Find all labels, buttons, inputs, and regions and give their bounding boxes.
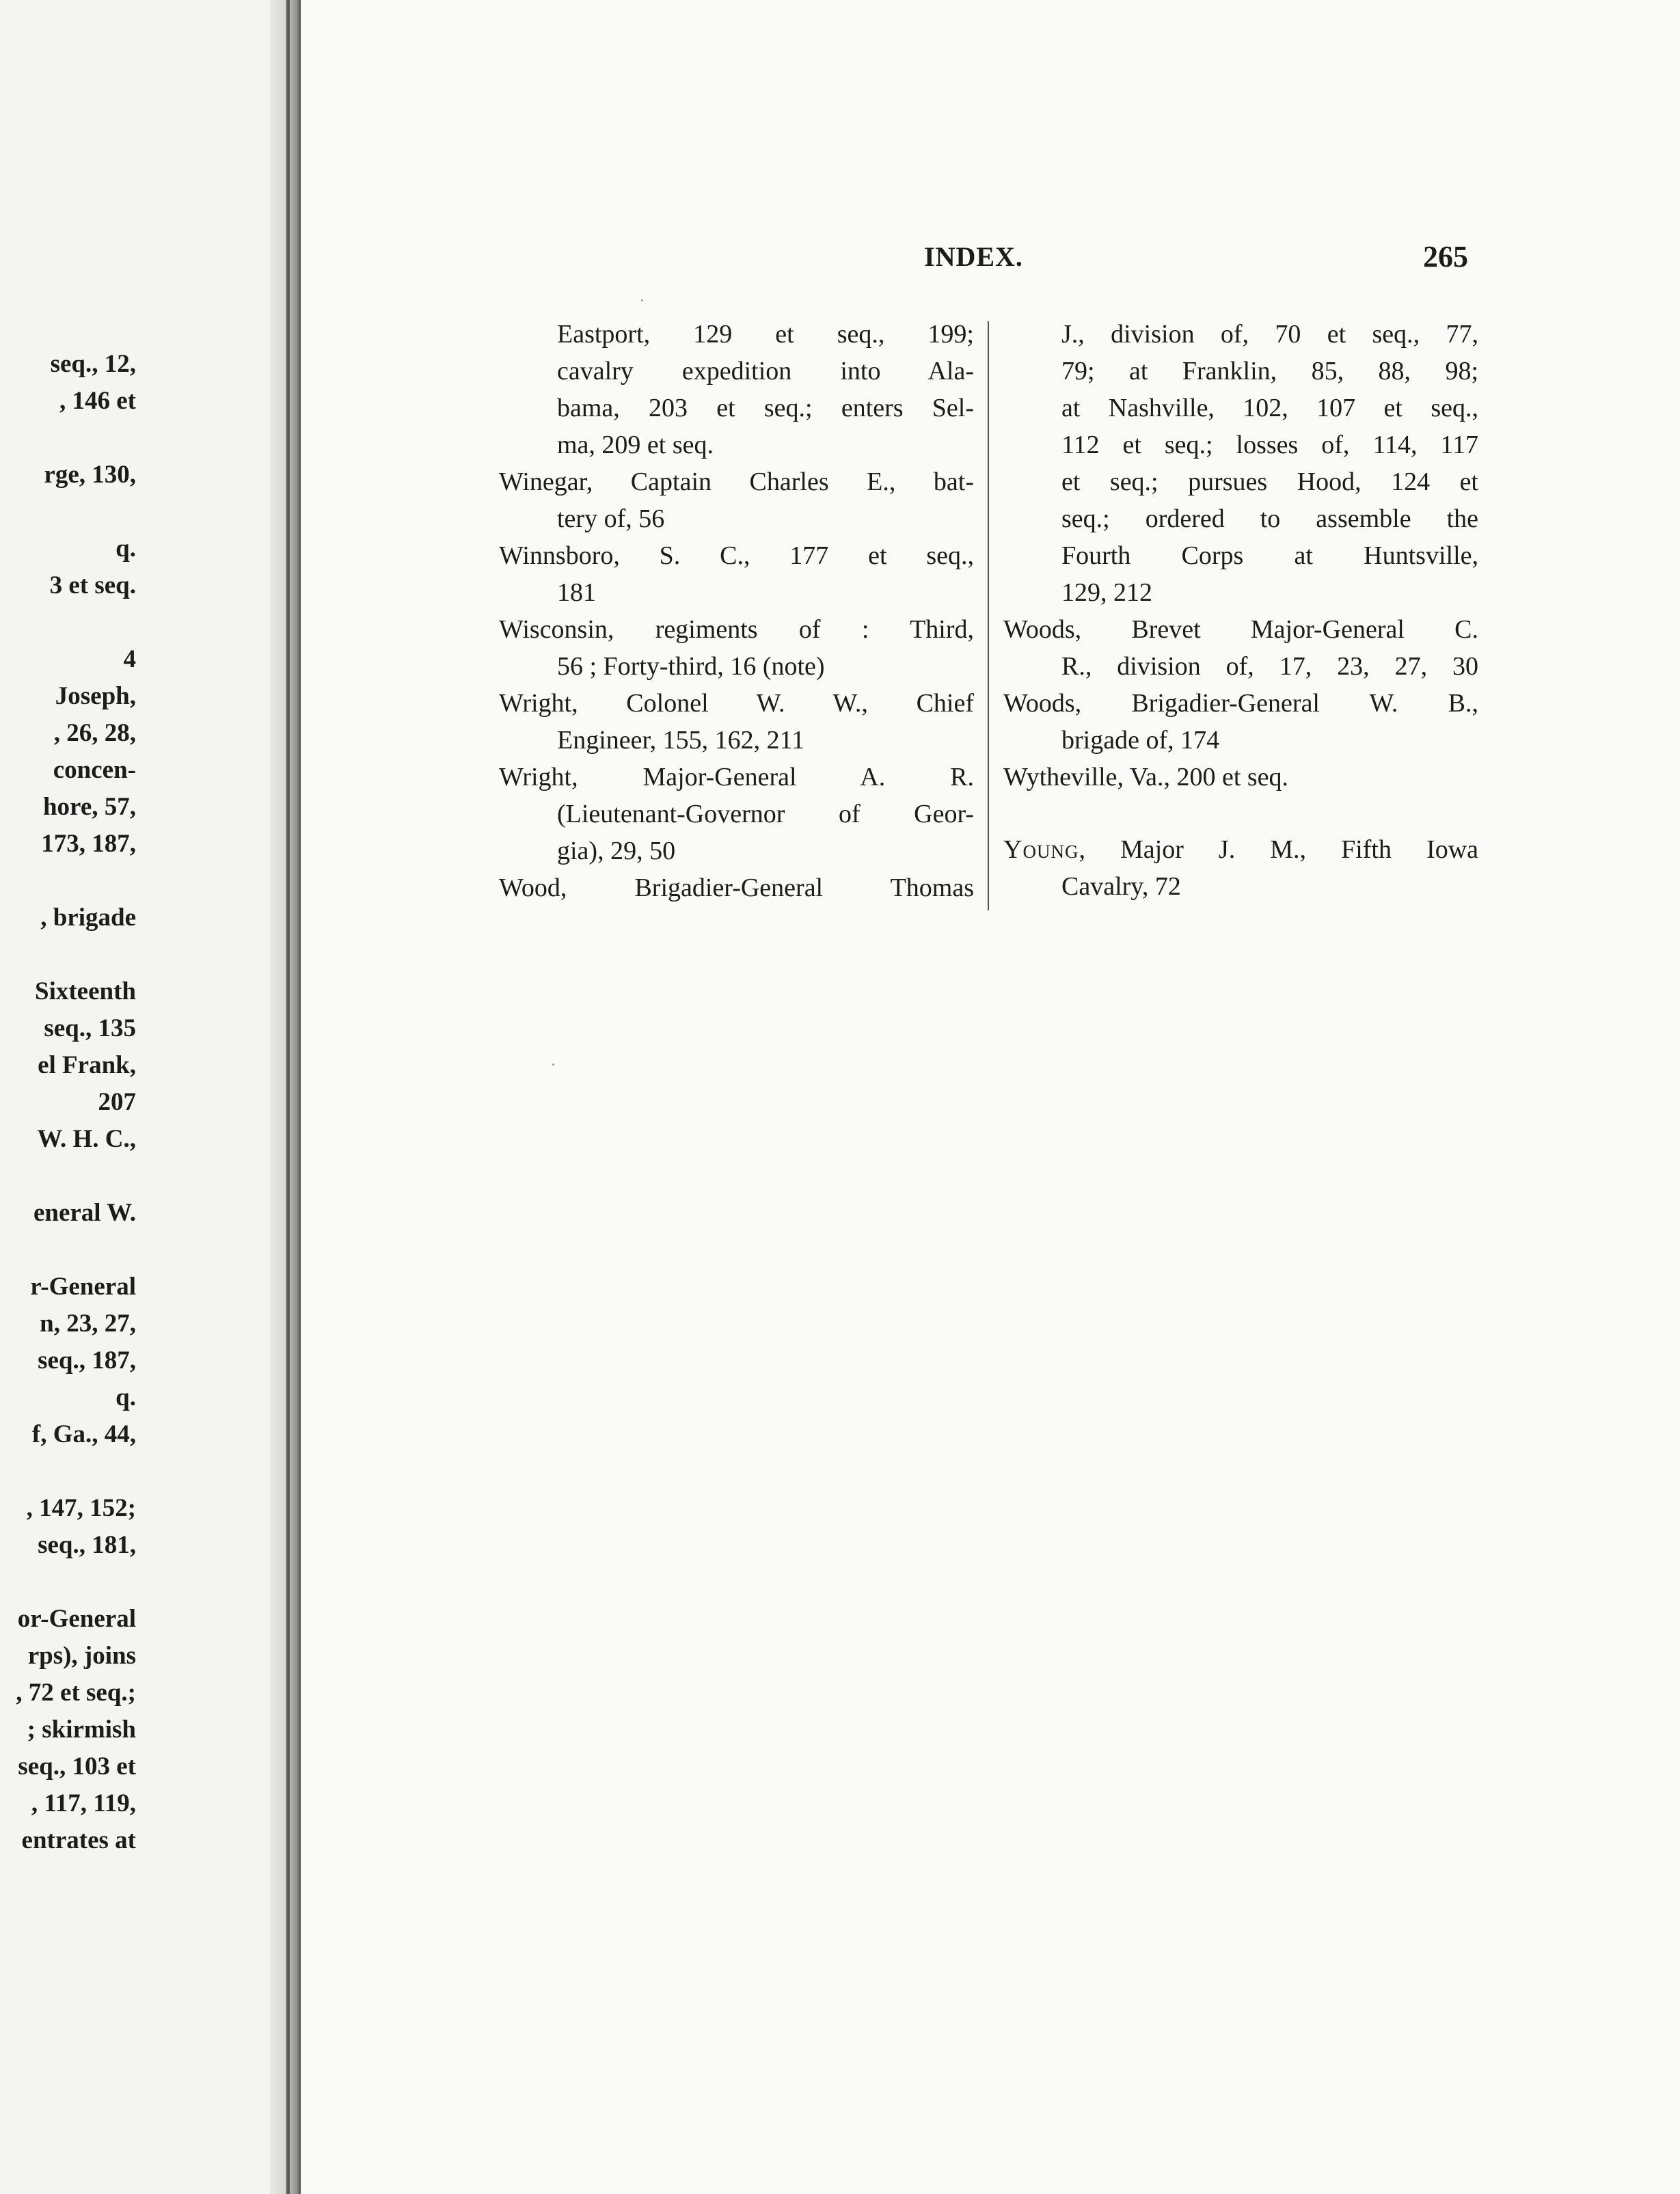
gutter-shadow bbox=[270, 0, 301, 2194]
left-page-fragment: 207 bbox=[98, 1088, 136, 1116]
index-line: Engineer, 155, 162, 211 bbox=[557, 726, 805, 755]
index-column-right bbox=[1003, 316, 1478, 905]
index-line: R., division of, 17, 23, 27, 30 bbox=[1061, 652, 1478, 681]
left-page-fragment: seq., 187, bbox=[38, 1346, 136, 1374]
left-page-fragment: 173, 187, bbox=[41, 830, 136, 858]
index-line: bama, 203 et seq.; enters Sel- bbox=[557, 394, 974, 422]
paper-speck bbox=[641, 299, 643, 301]
index-line: tery of, 56 bbox=[557, 504, 665, 533]
index-entry-woods-w-b: Woods, Brigadier-General W. B., bbox=[1003, 689, 1478, 718]
letter-section-gap bbox=[1003, 796, 1478, 831]
index-entry-young bbox=[1003, 831, 1478, 868]
index-line: 79; at Franklin, 85, 88, 98; bbox=[1061, 357, 1478, 385]
index-line: J., division of, 70 et seq., 77, bbox=[1061, 320, 1478, 349]
index-entry-winegar: Winegar, Captain Charles E., bat- bbox=[499, 468, 974, 496]
left-page-fragment: eneral W. bbox=[33, 1199, 136, 1227]
entry-rest-young: , Major J. M., Fifth Iowa bbox=[1079, 835, 1478, 864]
left-facing-page bbox=[0, 0, 270, 2194]
index-line: brigade of, 174 bbox=[1061, 726, 1220, 755]
left-page-fragment: hore, 57, bbox=[42, 793, 136, 821]
left-page-fragment: seq., 12, bbox=[50, 350, 136, 378]
left-page-fragment: , 147, 152; bbox=[26, 1494, 136, 1522]
left-page-fragment: or-General bbox=[17, 1605, 136, 1633]
index-line: 181 bbox=[557, 578, 596, 607]
left-page-fragment: rps), joins bbox=[27, 1642, 136, 1670]
left-page-fragment: Sixteenth bbox=[35, 977, 136, 1005]
entry-name-young: Young bbox=[1003, 835, 1079, 864]
index-line: Fourth Corps at Huntsville, bbox=[1061, 541, 1478, 570]
running-head: INDEX. bbox=[924, 241, 1023, 272]
left-page-fragment: , 72 et seq.; bbox=[16, 1679, 136, 1707]
left-page-fragment: seq., 181, bbox=[38, 1531, 136, 1559]
left-page-fragment: , brigade bbox=[40, 904, 136, 932]
index-entry-wytheville: Wytheville, Va., 200 et seq. bbox=[1003, 763, 1289, 791]
index-line: Cavalry, 72 bbox=[1061, 872, 1181, 901]
left-page-fragment: r-General bbox=[30, 1273, 136, 1301]
index-line: 56 ; Forty-third, 16 (note) bbox=[557, 652, 825, 681]
left-page-fragment: seq., 103 et bbox=[18, 1752, 136, 1780]
paper-speck bbox=[552, 1064, 554, 1066]
index-entry-wood-thomas: Wood, Brigadier-General Thomas bbox=[499, 873, 974, 902]
index-entry-wright-ar: Wright, Major-General A. R. bbox=[499, 763, 974, 791]
left-page-fragment: entrates at bbox=[21, 1826, 136, 1854]
left-page-fragment: rge, 130, bbox=[44, 461, 136, 489]
index-entry-woods-c-r: Woods, Brevet Major-General C. bbox=[1003, 615, 1478, 644]
left-page-fragment: Joseph, bbox=[55, 682, 136, 710]
index-entry-wright-ww: Wright, Colonel W. W., Chief bbox=[499, 689, 974, 718]
index-line: ma, 209 et seq. bbox=[557, 431, 714, 459]
left-page-fragment: seq., 135 bbox=[44, 1014, 136, 1042]
index-line: cavalry expedition into Ala- bbox=[557, 357, 974, 385]
left-page-fragment: n, 23, 27, bbox=[40, 1310, 136, 1338]
left-page-fragment: , 117, 119, bbox=[31, 1789, 136, 1817]
index-line: et seq.; pursues Hood, 124 et bbox=[1061, 468, 1478, 496]
index-column-left bbox=[499, 316, 974, 906]
left-page-fragment: , 146 et bbox=[59, 387, 136, 415]
page-number: 265 bbox=[1423, 240, 1468, 273]
left-page-fragment: ; skirmish bbox=[27, 1716, 136, 1744]
index-entry-winnsboro: Winnsboro, S. C., 177 et seq., bbox=[499, 541, 974, 570]
index-line: at Nashville, 102, 107 et seq., bbox=[1061, 394, 1478, 422]
left-page-fragment: q. bbox=[116, 1383, 136, 1411]
left-page-fragment: concen- bbox=[53, 756, 136, 784]
index-line: Eastport, 129 et seq., 199; bbox=[557, 320, 974, 349]
index-line: 112 et seq.; losses of, 114, 117 bbox=[1061, 431, 1478, 459]
column-rule bbox=[988, 321, 989, 910]
gutter-fold bbox=[286, 0, 290, 2194]
index-line: (Lieutenant-Governor of Geor- bbox=[557, 800, 974, 828]
left-page-fragment: q. bbox=[116, 534, 136, 563]
left-page-fragment: f, Ga., 44, bbox=[31, 1420, 136, 1448]
left-page-fragment: W. H. C., bbox=[37, 1125, 136, 1153]
index-line: gia), 29, 50 bbox=[557, 837, 676, 865]
index-entry-wisconsin: Wisconsin, regiments of : Third, bbox=[499, 615, 974, 644]
left-page-fragment: el Frank, bbox=[38, 1051, 136, 1079]
left-page-fragment: 4 bbox=[123, 645, 136, 673]
index-line: 129, 212 bbox=[1061, 578, 1152, 607]
index-line: seq.; ordered to assemble the bbox=[1061, 504, 1478, 533]
left-page-fragment: 3 et seq. bbox=[49, 571, 136, 599]
left-page-fragment: , 26, 28, bbox=[53, 719, 136, 747]
